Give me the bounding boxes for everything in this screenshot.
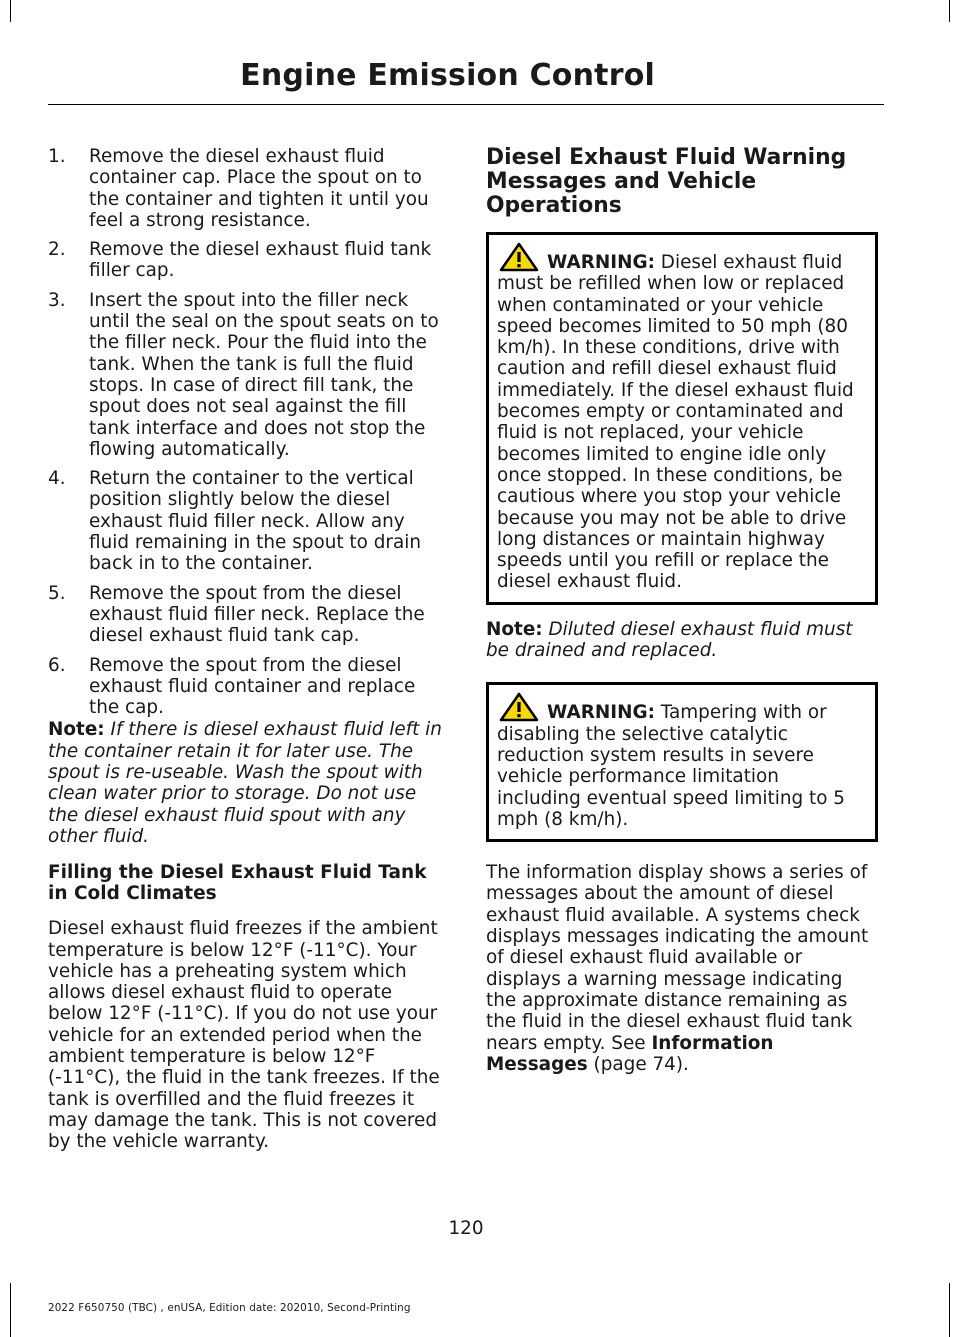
warning-label: WARNING: (547, 252, 655, 273)
page-header-title: Engine Emission Control (240, 58, 655, 93)
note-text: Diluted diesel exhaust fluid must be drained and replaced. (486, 618, 853, 662)
cold-climates-paragraph: Diesel exhaust fluid freezes if the ambient temperature is below 12°F (-11°C). Your vehicle has a preheating system which allows diesel exhaust fluid to operate below 12°F (-11°C). If you do not use your vehicle for an extended period when the ambient temperature is below 12°F (-11°C), the fluid in the tank freezes. If the tank is overfilled and the fluid freezes it may damage the tank. This is not covered by the vehicle warranty. (48, 918, 440, 1153)
note-container-reuse (48, 719, 446, 847)
information-display-paragraph: The information display shows a series of messages about the amount of diesel exhaust fluid available. A systems check displays messages indicating the amount of diesel exhaust fluid available or displays a warning message indicating the approximate distance remaining as the fluid in the diesel exhaust fluid tank nears empty. See Information Messages (page 74). (486, 862, 869, 1075)
crop-mark-top-right (949, 0, 950, 22)
page-reference: (page 74). (593, 1053, 689, 1075)
step-item: 2. Remove the diesel exhaust fluid tank filler cap. (48, 239, 432, 282)
step-item: 4. Return the container to the vertical position slightly below the diesel exhaust fluid filler neck. Allow any fluid remaining in the spout to drain back in to the container. (48, 468, 422, 575)
warning-text: Tampering with or disabling the selective catalytic reduction system results in severe vehicle performance limitation including eventual speed limiting to 5 mph (8 km/h). (497, 702, 846, 830)
step-item: 1. Remove the diesel exhaust fluid container cap. Place the spout on to the container and tighten it until you feel a strong resistance. (48, 146, 429, 231)
step-item: 6. Remove the spout from the diesel exhaust fluid container and replace the cap. (48, 654, 416, 719)
information-messages-link[interactable]: Information Messages (486, 1032, 774, 1075)
crop-mark-bottom-left (10, 1283, 11, 1337)
note-text: If there is diesel exhaust fluid left in the container retain it for later use. The spout is re-useable. Wash the spout with clean water prior to storage. Do not use the diesel exhaust fluid spout with any other fluid. (48, 719, 442, 847)
header-divider (48, 104, 884, 105)
section-heading-warning-messages: Diesel Exhaust Fluid Warning Messages and Vehicle Operations (486, 145, 847, 218)
step-item: 3. Insert the spout into the filler neck until the seal on the spout seats on to the filler neck. Pour the fluid into the tank. When the tank is full the fluid stops. In case of direct fill tank, the spout does not seal against the fill tank interface and does not stop the flowing automatically. (48, 289, 439, 460)
steps-list (48, 146, 446, 718)
crop-mark-bottom-right (949, 1283, 950, 1337)
warning-text: Diesel exhaust fluid must be refilled when low or replaced when contaminated or your vehicle speed becomes limited to 50 mph (80 km/h). In these conditions, drive with caution and refill diesel exhaust fluid immediately. If the diesel exhaust fluid becomes empty or contaminated and fluid is not replaced, your vehicle becomes limited to engine idle only once stopped. In these conditions, be cautious where you stop your vehicle because you may not be able to drive long distances or maintain highway speeds until you refill or replace the diesel exhaust fluid. (497, 252, 854, 593)
right-column (486, 146, 878, 1075)
note-label: Note: (486, 618, 543, 640)
crop-mark-top-left (10, 0, 11, 22)
warning-label: WARNING: (547, 702, 655, 724)
warning-triangle-icon (499, 242, 539, 272)
step-item: 5. Remove the spout from the diesel exhaust fluid filler neck. Replace the diesel exhaust fluid tank cap. (48, 582, 425, 647)
note-diluted-fluid (486, 619, 878, 662)
page-number: 120 (448, 1218, 484, 1239)
left-column (48, 146, 446, 1152)
note-label: Note: (48, 719, 105, 741)
warning-box-tampering (486, 682, 878, 842)
footer-edition-info: 2022 F650750 (TBC) , enUSA, Edition date: 202010, Second-Printing (48, 1302, 411, 1314)
warning-triangle-icon (499, 692, 539, 722)
section-heading-cold-climates: Filling the Diesel Exhaust Fluid Tank in Cold Climates (48, 862, 427, 905)
warning-box-refill (486, 232, 878, 605)
